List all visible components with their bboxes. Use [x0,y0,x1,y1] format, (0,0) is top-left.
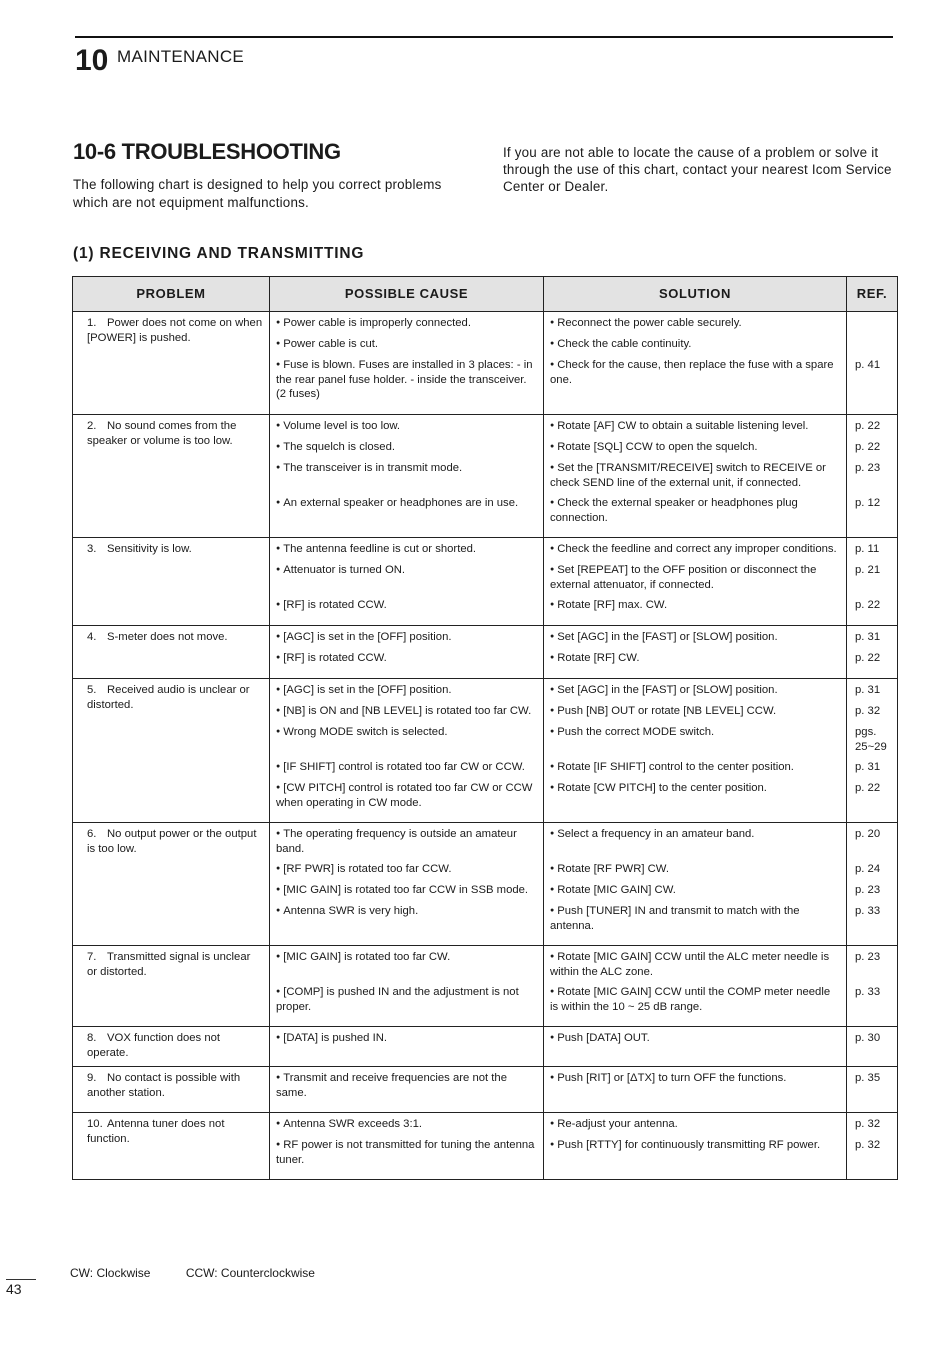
section-title: 10-6 TROUBLESHOOTING [73,139,341,164]
problem-number: 7. [87,951,97,963]
problem-cell [73,946,270,1027]
solution-item: ● Re-adjust your antenna. [550,1117,840,1132]
ref-item: p. 33 [855,986,881,998]
ref-item [853,316,891,331]
cause-item: ● Power cable is improperly connected. [276,316,537,331]
problem-cell [73,679,270,823]
solution-item: ● Rotate [SQL] CCW to open the squelch. [550,440,840,455]
cause-cell [270,538,544,626]
ref-item: p. 22 [855,420,881,432]
problem-text: Sensitivity is low. [107,543,192,555]
cause-item: ● The transceiver is in transmit mode. [276,461,537,490]
solution-cell [544,1113,847,1180]
table-row [73,626,898,679]
problem-text: Antenna tuner does not function. [87,1118,225,1145]
ref-cell [847,1067,898,1113]
solution-cell [544,823,847,946]
legend-cw: CW: Clockwise [70,1266,151,1280]
ref-item: p. 35 [855,1072,881,1084]
cause-item: ● [RF PWR] is rotated too far CCW. [276,862,537,877]
ref-item: p. 20 [855,828,881,840]
solution-item: ● Push [DATA] OUT. [550,1031,840,1046]
cause-item: ● [RF] is rotated CCW. [276,651,537,666]
problem-number: 4. [87,631,97,643]
table-row [73,679,898,823]
header-ref: REF. [847,277,898,312]
table-row [73,946,898,1027]
problem-number: 3. [87,543,97,555]
ref-item: p. 11 [855,543,880,555]
solution-item: ● Set [REPEAT] to the OFF position or disconnect the external attenuator, if connected. [550,563,840,592]
cause-item: ● An external speaker or headphones are in use. [276,496,537,525]
table-row [73,415,898,538]
problem-cell [73,1027,270,1067]
ref-cell [847,1113,898,1180]
ref-cell [847,415,898,538]
solution-item: ● Check the feedline and correct any improper conditions. [550,542,840,557]
ref-cell [847,626,898,679]
subsection-title: (1) RECEIVING AND TRANSMITTING [73,245,365,262]
problem-number: 9. [87,1072,97,1084]
solution-item: ● Push [RTTY] for continuously transmitting RF power. [550,1138,840,1167]
cause-cell [270,946,544,1027]
cause-item: ● [RF] is rotated CCW. [276,598,537,613]
cause-cell [270,679,544,823]
cause-item: ● [NB] is ON and [NB LEVEL] is rotated too far CW. [276,704,537,719]
ref-item: p. 31 [855,761,881,773]
problem-cell [73,312,270,415]
cause-item: ● RF power is not transmitted for tuning the antenna tuner. [276,1138,537,1167]
cause-item: ● The squelch is closed. [276,440,537,455]
ref-item: p. 21 [855,564,881,576]
table-row [73,1113,898,1180]
solution-item: ● Check the external speaker or headphones plug connection. [550,496,840,525]
solution-item: ● Push [TUNER] IN and transmit to match with the antenna. [550,904,840,933]
cause-item: ● Antenna SWR is very high. [276,904,537,933]
solution-item: ● Check for the cause, then replace the fuse with a spare one. [550,358,840,402]
cause-item: ● Volume level is too low. [276,419,537,434]
ref-cell [847,538,898,626]
ref-item: p. 22 [855,599,881,611]
problem-number: 8. [87,1032,97,1044]
ref-item: p. 22 [855,652,881,664]
solution-item: ● Rotate [MIC GAIN] CCW until the COMP meter needle is within the 10 ~ 25 dB range. [550,985,840,1014]
ref-item: p. 23 [855,462,881,474]
cause-item: ● [CW PITCH] control is rotated too far CW or CCW when operating in CW mode. [276,781,537,810]
solution-item: ● Check the cable continuity. [550,337,840,352]
chapter-number: 10 [75,44,109,77]
problem-cell [73,1067,270,1113]
cause-item: ● Wrong MODE switch is selected. [276,725,537,754]
cause-item: ● Antenna SWR exceeds 3:1. [276,1117,537,1132]
header-solution: SOLUTION [544,277,847,312]
ref-cell [847,312,898,415]
solution-cell [544,946,847,1027]
cause-cell [270,1027,544,1067]
problem-cell [73,823,270,946]
solution-cell [544,312,847,415]
ref-item: p. 32 [855,1139,881,1151]
problem-text: S-meter does not move. [107,631,228,643]
ref-item: p. 33 [855,905,881,917]
header-possible-cause: POSSIBLE CAUSE [270,277,544,312]
ref-cell [847,823,898,946]
problem-number: 1. [87,317,97,329]
solution-item: ● Rotate [AF] CW to obtain a suitable listening level. [550,419,840,434]
solution-item: ● Set [AGC] in the [FAST] or [SLOW] position. [550,683,840,698]
solution-cell [544,415,847,538]
problem-number: 5. [87,684,97,696]
problem-cell [73,1113,270,1180]
solution-cell [544,626,847,679]
ref-item: p. 32 [855,1118,881,1130]
ref-cell [847,1027,898,1067]
table-row [73,1027,898,1067]
solution-item: ● Rotate [RF] CW. [550,651,840,666]
table-row [73,312,898,415]
solution-item: ● Set the [TRANSMIT/RECEIVE] switch to RECEIVE or check SEND line of the external unit, if connected. [550,461,840,490]
cause-cell [270,415,544,538]
ref-item: p. 23 [855,951,881,963]
solution-item: ● Set [AGC] in the [FAST] or [SLOW] position. [550,630,840,645]
ref-item: p. 22 [855,782,881,794]
ref-item: p. 24 [855,863,881,875]
cause-cell [270,823,544,946]
intro-paragraph-right: If you are not able to locate the cause of a problem or solve it through the use of this chart, contact your nearest Icom Service Center or Dealer. [503,145,892,194]
cause-item: ● Power cable is cut. [276,337,537,352]
ref-item: pgs. 25~29 [855,726,887,753]
cause-item: ● [AGC] is set in the [OFF] position. [276,630,537,645]
table-row [73,1067,898,1113]
cause-cell [270,1113,544,1180]
solution-item: ● Rotate [MIC GAIN] CCW until the ALC meter needle is within the ALC zone. [550,950,840,979]
chapter-title: MAINTENANCE [117,47,245,66]
problem-text: Power does not come on when [POWER] is pushed. [87,317,263,344]
ref-item: p. 32 [855,705,881,717]
cause-item: ● The operating frequency is outside an amateur band. [276,827,537,856]
solution-item: ● Rotate [MIC GAIN] CW. [550,883,840,898]
ref-item: p. 23 [855,884,881,896]
problem-cell [73,415,270,538]
ref-item: p. 12 [855,497,881,509]
cause-item: ● [COMP] is pushed IN and the adjustment is not proper. [276,985,537,1014]
page-number: 43 [6,1279,36,1297]
cause-item: ● [IF SHIFT] control is rotated too far CW or CCW. [276,760,537,775]
ref-item: p. 41 [855,359,881,371]
solution-item: ● Rotate [RF] max. CW. [550,598,840,613]
cause-cell [270,1067,544,1113]
solution-item: ● Rotate [RF PWR] CW. [550,862,840,877]
cause-item: ● Transmit and receive frequencies are not the same. [276,1071,537,1100]
cause-item: ● [AGC] is set in the [OFF] position. [276,683,537,698]
solution-cell [544,538,847,626]
cause-item: ● [MIC GAIN] is rotated too far CCW in SSB mode. [276,883,537,898]
table-row [73,538,898,626]
solution-cell [544,679,847,823]
cause-item: ● Fuse is blown. Fuses are installed in 3 places: - in the rear panel fuse holder. - inside the transceiver. (2 fuses) [276,358,537,402]
solution-item: ● Push [NB] OUT or rotate [NB LEVEL] CCW. [550,704,840,719]
solution-item: ● Rotate [CW PITCH] to the center position. [550,781,840,810]
cause-cell [270,626,544,679]
cause-item: ● The antenna feedline is cut or shorted. [276,542,537,557]
problem-text: Transmitted signal is unclear or distorted. [87,951,251,978]
header-problem: PROBLEM [73,277,270,312]
solution-item: ● Rotate [IF SHIFT] control to the center position. [550,760,840,775]
legend-ccw: CCW: Counterclockwise [185,1266,315,1280]
solution-item: ● Reconnect the power cable securely. [550,316,840,331]
cause-cell [270,312,544,415]
cause-item: ● [MIC GAIN] is rotated too far CW. [276,950,537,979]
ref-cell [847,679,898,823]
cause-item: ● Attenuator is turned ON. [276,563,537,592]
problem-cell [73,538,270,626]
problem-text: No output power or the output is too low. [87,828,257,855]
problem-number: 2. [87,420,97,432]
problem-number: 6. [87,828,97,840]
problem-text: No contact is possible with another station. [87,1072,241,1099]
solution-cell [544,1027,847,1067]
ref-cell [847,946,898,1027]
solution-item: ● Push the correct MODE switch. [550,725,840,754]
ref-item: p. 22 [855,441,881,453]
problem-number: 10. [87,1118,103,1130]
ref-item: p. 31 [855,631,881,643]
problem-text: No sound comes from the speaker or volume is too low. [87,420,237,447]
troubleshooting-table [72,276,898,1180]
table-body [73,312,898,1180]
ref-item: p. 30 [855,1032,881,1044]
problem-text: VOX function does not operate. [87,1032,221,1059]
cause-item: ● [DATA] is pushed IN. [276,1031,537,1046]
footer-legend [70,1266,347,1280]
problem-text: Received audio is unclear or distorted. [87,684,250,711]
solution-cell [544,1067,847,1113]
ref-item: p. 31 [855,684,881,696]
problem-cell [73,626,270,679]
ref-item [853,337,891,352]
intro-paragraph-left: The following chart is designed to help you correct problems which are not equipment malfunctions. [73,177,442,210]
solution-item: ● Push [RIT] or [ΔTX] to turn OFF the functions. [550,1071,840,1100]
header-rule [75,36,893,38]
table-header-row [73,277,898,312]
solution-item: ● Select a frequency in an amateur band. [550,827,840,856]
table-row [73,823,898,946]
